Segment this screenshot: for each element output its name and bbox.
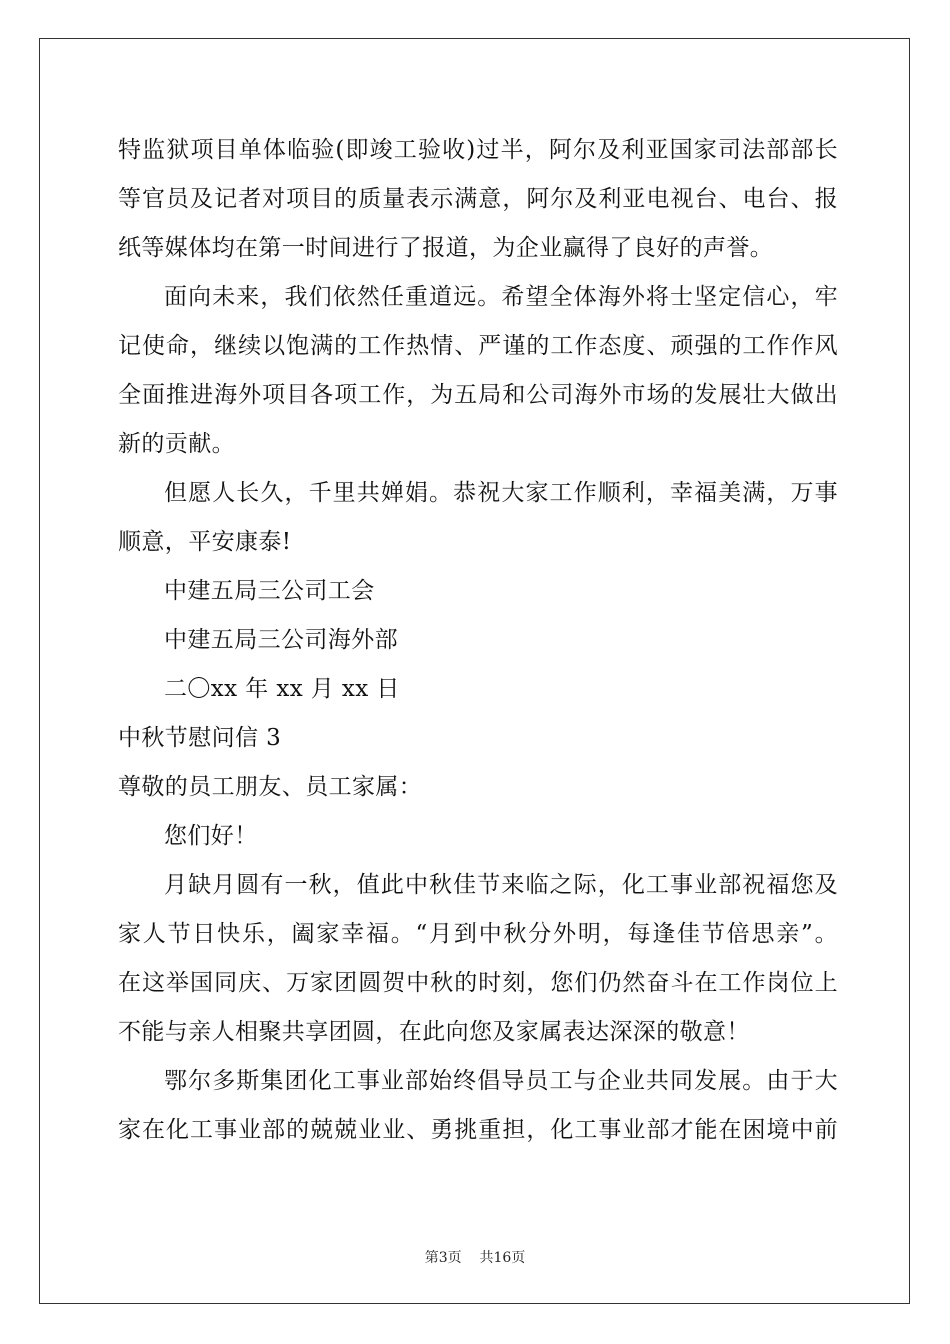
paragraph-start-line: 面向未来，我们依然任重道远。希望全体海外将士坚定信心，牢 <box>164 284 838 310</box>
text-line: 新的贡献。 <box>118 431 235 457</box>
text-line: 等官员及记者对项目的质量表示满意，阿尔及利亚电视台、电台、报 <box>118 186 838 212</box>
text-line: 家人节日快乐，阖家幸福。“月到中秋分外明，每逢佳节倍思亲”。 <box>118 921 838 947</box>
text-line: 纸等媒体均在第一时间进行了报道，为企业赢得了良好的声誉。 <box>118 235 774 261</box>
greeting: 您们好！ <box>164 823 258 849</box>
text-line: 家在化工事业部的兢兢业业、勇挑重担，化工事业部才能在困境中前 <box>118 1117 838 1143</box>
text-line: 特监狱项目单体临验(即竣工验收)过半，阿尔及利亚国家司法部部长 <box>118 137 838 163</box>
document-body <box>118 126 838 1155</box>
page-total: 共16页 <box>479 1250 526 1266</box>
page-number: 第3页 <box>424 1250 462 1266</box>
paragraph-start-line: 月缺月圆有一秋，值此中秋佳节来临之际，化工事业部祝福您及 <box>164 872 838 898</box>
paragraph-start-line: 鄂尔多斯集团化工事业部始终倡导员工与企业共同发展。由于大 <box>164 1068 838 1094</box>
salutation: 尊敬的员工朋友、员工家属： <box>118 774 423 800</box>
signature-date: 二〇xx 年 xx 月 xx 日 <box>164 676 400 702</box>
page-footer <box>0 1247 950 1267</box>
signature-overseas-dept: 中建五局三公司海外部 <box>164 627 398 653</box>
signature-union: 中建五局三公司工会 <box>164 578 375 604</box>
text-line: 全面推进海外项目各项工作，为五局和公司海外市场的发展壮大做出 <box>118 382 838 408</box>
text-line: 不能与亲人相聚共享团圆，在此向您及家属表达深深的敬意！ <box>118 1019 750 1045</box>
text-line: 顺意，平安康泰! <box>118 529 292 555</box>
paragraph-start-line: 但愿人长久，千里共婵娟。恭祝大家工作顺利，幸福美满，万事 <box>164 480 838 506</box>
text-line: 在这举国同庆、万家团圆贺中秋的时刻，您们仍然奋斗在工作岗位上 <box>118 970 838 996</box>
letter-title: 中秋节慰问信 3 <box>118 725 282 751</box>
text-line: 记使命，继续以饱满的工作热情、严谨的工作态度、顽强的工作作风 <box>118 333 838 359</box>
